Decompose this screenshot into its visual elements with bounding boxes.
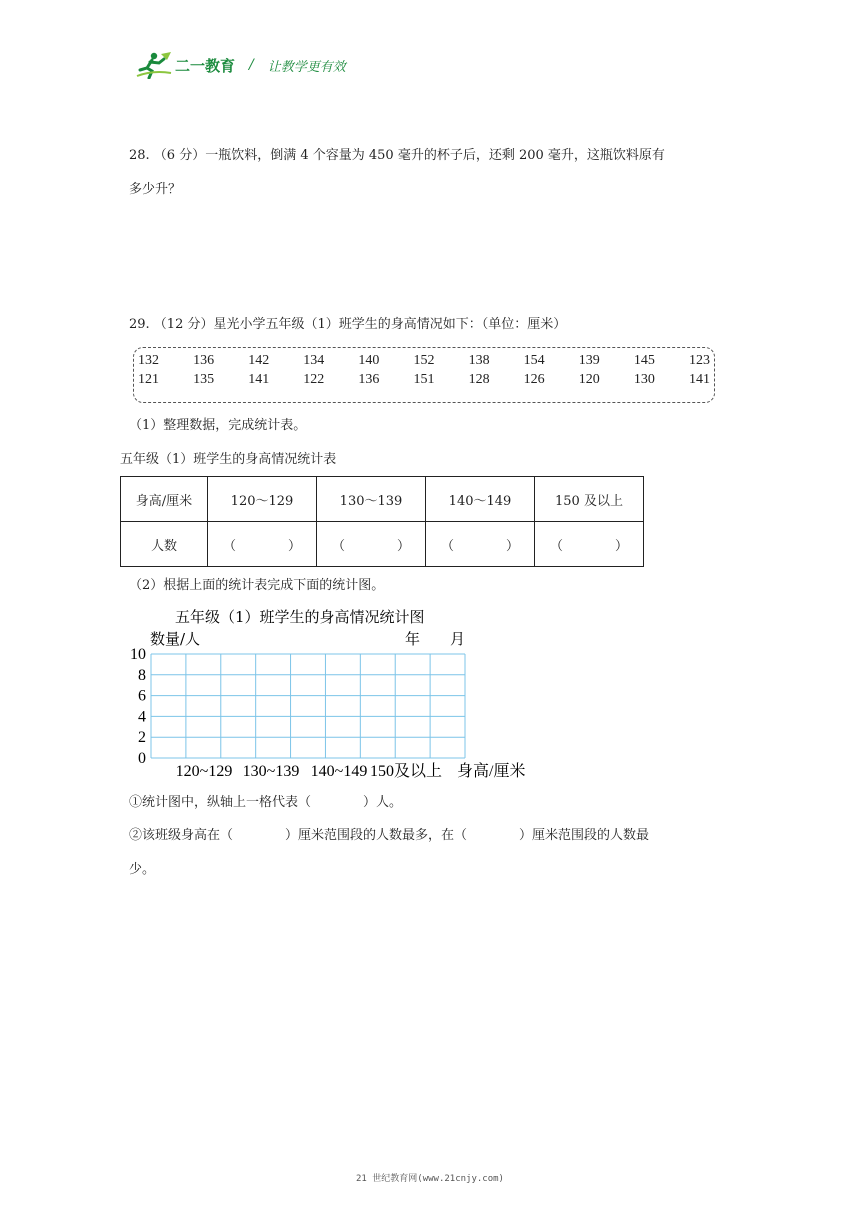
question-28-line2: 多少升？ xyxy=(129,182,182,197)
height-statistics-table xyxy=(120,476,644,567)
chart-x-axis-label: 身高/厘米 xyxy=(457,763,526,780)
data-value: 126 xyxy=(523,372,545,387)
data-value: 123 xyxy=(688,353,710,368)
header-slogan: 让教学更有效 xyxy=(267,59,346,75)
height-data-box xyxy=(133,347,715,403)
data-value: 152 xyxy=(413,353,435,368)
chart-grid xyxy=(151,654,465,758)
runner-logo-icon xyxy=(135,51,173,79)
sub-question-2-line2: 少。 xyxy=(129,862,156,877)
data-row-1 xyxy=(138,353,710,369)
y-tick-label: 8 xyxy=(138,666,146,684)
data-value: 145 xyxy=(633,353,655,368)
data-value: 151 xyxy=(413,372,435,387)
table-blank-cell[interactable]: （ ） xyxy=(208,522,317,567)
table-range-cell: 150 及以上 xyxy=(535,477,644,522)
data-value: 139 xyxy=(578,353,600,368)
brand-name: 二一教育 xyxy=(175,56,236,75)
header-separator: / xyxy=(249,57,254,73)
part-1-instruction: （1）整理数据，完成统计表。 xyxy=(129,418,307,433)
height-bar-chart xyxy=(125,600,545,785)
data-value: 141 xyxy=(248,372,270,387)
table-blank-cell[interactable]: （ ） xyxy=(317,522,426,567)
x-tick-label: 140~149 xyxy=(310,763,368,780)
table-blank-cell[interactable]: （ ） xyxy=(426,522,535,567)
data-value: 121 xyxy=(138,372,159,387)
data-value: 120 xyxy=(578,372,600,387)
table-range-cell: 120～129 xyxy=(208,477,317,522)
y-tick-label: 2 xyxy=(138,729,146,747)
table-header-label: 身高/厘米 xyxy=(121,477,208,522)
data-value: 141 xyxy=(688,372,710,387)
sub-question-2-line1: ②该班级身高在（ ）厘米范围段的人数最多，在（ ）厘米范围段的人数最 xyxy=(129,828,650,843)
data-value: 122 xyxy=(303,372,325,387)
header-logo xyxy=(135,50,346,80)
chart-x-ticks xyxy=(176,762,442,780)
data-row-2 xyxy=(138,372,710,388)
data-value: 136 xyxy=(193,353,215,368)
chart-title: 五年级（1）班学生的身高情况统计图 xyxy=(175,608,425,626)
data-value: 138 xyxy=(468,353,490,368)
table-range-cell: 140～149 xyxy=(426,477,535,522)
data-value: 134 xyxy=(303,353,325,368)
x-tick-label: 120~129 xyxy=(175,763,233,780)
data-value: 140 xyxy=(358,353,380,368)
chart-y-axis-label: 数量/人 xyxy=(150,630,201,648)
sub-question-1: ①统计图中，纵轴上一格代表（ ）人。 xyxy=(129,795,403,810)
chart-date-label: 年 月 xyxy=(405,630,466,648)
y-tick-label: 0 xyxy=(138,750,146,767)
table-title: 五年级（1）班学生的身高情况统计表 xyxy=(120,452,337,467)
y-tick-label: 10 xyxy=(130,646,146,663)
data-value: 142 xyxy=(248,353,270,368)
question-28-line1: 28. （6 分）一瓶饮料，倒满 4 个容量为 450 毫升的杯子后，还剩 200 毫升，这瓶饮料原有 xyxy=(129,148,665,163)
table-row-label: 人数 xyxy=(121,522,208,567)
table-row xyxy=(121,477,644,522)
part-2-instruction: （2）根据上面的统计表完成下面的统计图。 xyxy=(129,578,385,593)
page-footer: 21 世纪教育网(www.21cnjy.com) xyxy=(356,1174,504,1184)
data-value: 135 xyxy=(193,372,215,387)
data-value: 136 xyxy=(358,372,380,387)
table-range-cell: 130～139 xyxy=(317,477,426,522)
table-row xyxy=(121,522,644,567)
x-tick-label: 150及以上 xyxy=(369,763,443,780)
x-tick-label: 130~139 xyxy=(242,763,300,780)
y-tick-label: 6 xyxy=(138,687,146,705)
data-value: 130 xyxy=(633,372,655,387)
chart-y-ticks xyxy=(130,646,146,767)
question-29-title: 29. （12 分）星光小学五年级（1）班学生的身高情况如下：（单位：厘米） xyxy=(129,317,567,332)
data-value: 132 xyxy=(138,353,159,368)
data-value: 154 xyxy=(523,353,545,368)
table-blank-cell[interactable]: （ ） xyxy=(535,522,644,567)
data-value: 128 xyxy=(468,372,490,387)
y-tick-label: 4 xyxy=(138,708,146,726)
